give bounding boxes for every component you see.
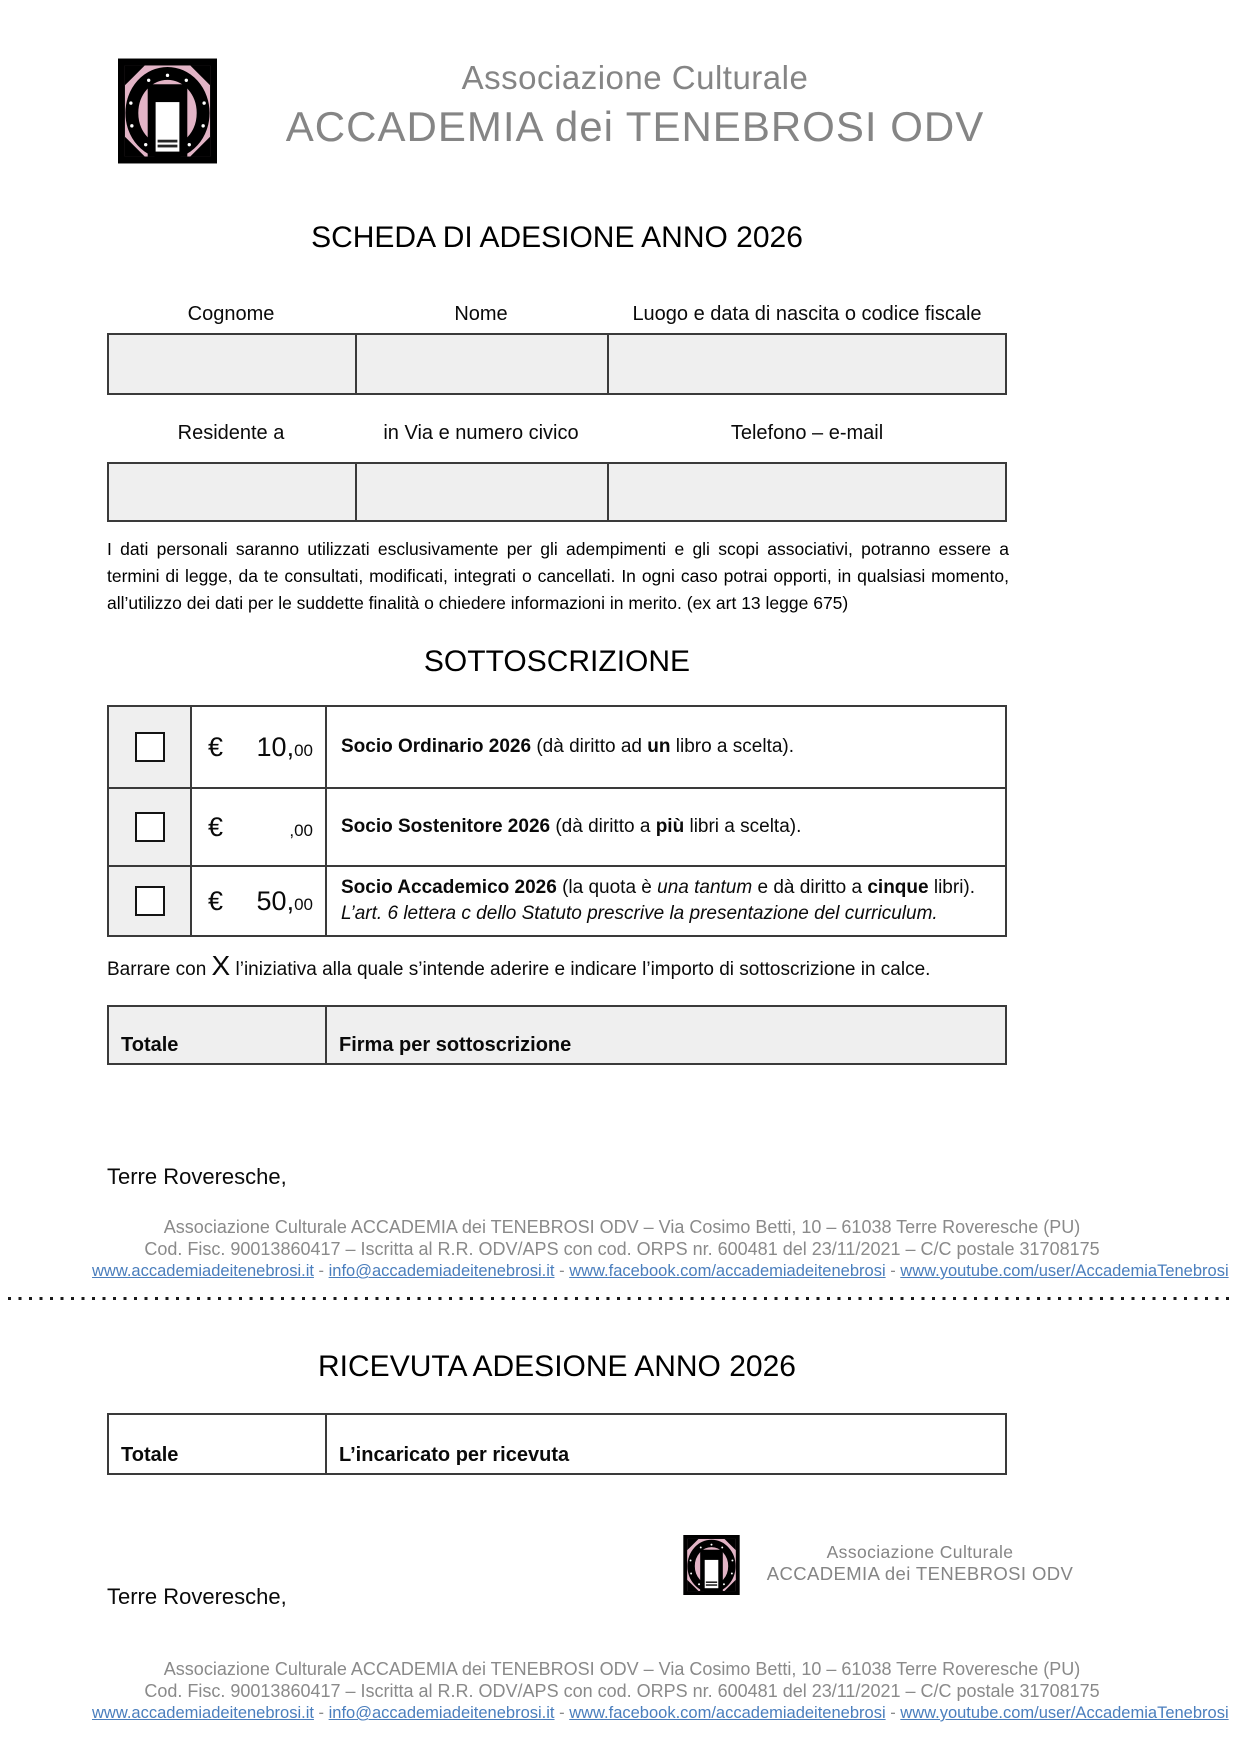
description-cell [327,789,1005,865]
footer-address: Associazione Culturale ACCADEMIA dei TENEBROSI ODV – Via Cosimo Betti, 10 – 61038 Terre Roveresche (PU) [163,1659,1081,1679]
subscription-title: SOTTOSCRIZIONE [423,645,691,678]
amount-cell [192,867,327,935]
description-text [341,875,993,901]
x-mark: X [211,950,231,981]
label-via: in Via e numero civico [383,422,579,444]
personal-table-row2 [107,462,1007,522]
place-date-line[interactable]: Terre Roveresche, [107,1164,287,1189]
statute-note [341,901,993,927]
desc-text: libro a scelta). [670,736,795,757]
personal-labels-row1 [107,302,1007,326]
membership-type: Socio Ordinario 2026 [341,736,532,757]
amount-value[interactable] [289,812,313,843]
link-separator: - [885,1262,901,1280]
desc-italic: una tantum [657,877,753,898]
incaricato-field[interactable] [327,1415,1005,1473]
org-header [125,56,1145,154]
euro-sign: € [208,885,224,916]
youtube-link[interactable]: www.youtube.com/user/AccademiaTenebrosi [900,1262,1229,1280]
desc-text: libri). [928,877,976,898]
privacy-disclaimer: I dati personali saranno utilizzati esclusivamente per gli adempimenti e gli scopi associativi, potranno essere a termini di legge, da te consultati, modificati, integrati o cancellati. In ogni caso potrai opporti, in qualsiasi momento, all’utilizzo dei dati per le suddette finalità o chiedere informazioni in merito. (ex art 13 legge 675) [107,539,1009,613]
label-luogo-nascita: Luogo e data di nascita o codice fiscale [632,303,982,325]
receipt-title: RICEVUTA ADESIONE ANNO 2026 [318,1350,796,1383]
youtube-link[interactable]: www.youtube.com/user/AccademiaTenebrosi [900,1704,1229,1722]
checkbox-socio-ordinario[interactable] [135,732,165,762]
receipt-place-date-line[interactable]: Terre Roveresche, [107,1584,287,1609]
desc-bold: un [647,736,671,757]
membership-title: SCHEDA DI ADESIONE ANNO 2026 [311,221,803,254]
desc-text: (la quota è [556,877,658,898]
subscription-row-ordinario [109,707,1005,787]
membership-type: Socio Accademico 2026 [341,877,557,898]
desc-bold: cinque [867,877,929,898]
org-name-line2: ACCADEMIA dei TENEBROSI ODV [285,103,985,150]
email-link[interactable]: info@accademiadeitenebrosi.it [328,1704,555,1722]
statute-note-text: L’art. 6 lettera c dello Statuto prescrive la presentazione del curriculum. [341,903,938,924]
link-separator: - [313,1704,329,1722]
instruction-text: l’iniziativa alla quale s’intende aderire e indicare l’importo di sottoscrizione in calce. [230,959,931,980]
totale-label: Totale [121,1034,179,1056]
caption-org-line1: Associazione Culturale [826,1542,1014,1562]
desc-text: libri a scelta). [684,816,802,837]
input-nome[interactable] [357,335,609,393]
amount-cents: 00 [294,740,313,760]
caption-org-line2: ACCADEMIA dei TENEBROSI ODV [766,1563,1074,1584]
receipt-totale-field[interactable] [109,1415,327,1473]
instruction-line [107,950,1027,982]
amount-cents: 00 [294,894,313,914]
link-separator: - [554,1262,570,1280]
desc-bold: più [655,816,685,837]
footer-links [92,1260,1229,1282]
facebook-link[interactable]: www.facebook.com/accademiadeitenebrosi [569,1704,886,1722]
label-telefono-email: Telefono – e-mail [730,422,884,444]
amount-cell [192,707,327,787]
totale-firma-table [107,1005,1007,1065]
checkbox-socio-sostenitore[interactable] [135,812,165,842]
checkbox-cell [109,867,192,935]
amount-value [257,886,313,917]
footer-address: Associazione Culturale ACCADEMIA dei TENEBROSI ODV – Via Cosimo Betti, 10 – 61038 Terre Roveresche (PU) [163,1217,1081,1237]
membership-type: Socio Sostenitore 2026 [341,816,551,837]
footer-links [92,1702,1229,1724]
facebook-link[interactable]: www.facebook.com/accademiadeitenebrosi [569,1262,886,1280]
totale-field[interactable] [109,1007,327,1063]
label-nome: Nome [454,303,508,325]
receipt-totale-label: Totale [121,1444,179,1466]
subscription-row-accademico [109,865,1005,935]
description-cell [327,867,1005,935]
description-text [341,734,993,760]
receipt-org-caption [740,1541,1100,1585]
checkbox-cell [109,789,192,865]
org-footer [92,1216,1229,1282]
cut-line [8,1297,1234,1300]
link-separator: - [313,1262,329,1280]
amount-cell [192,789,327,865]
label-residente: Residente a [177,422,285,444]
description-text [341,814,993,840]
subscription-table [107,705,1007,937]
amount-cents: ,00 [289,820,313,840]
website-link[interactable]: www.accademiadeitenebrosi.it [92,1704,314,1722]
input-luogo-nascita[interactable] [609,335,1005,393]
email-link[interactable]: info@accademiadeitenebrosi.it [328,1262,555,1280]
amount-main: 10, [256,731,295,762]
input-residente[interactable] [109,464,357,520]
totale-ricevuta-table [107,1413,1007,1475]
desc-text: (dà diritto a [550,816,656,837]
accademia-logo-small [683,1535,740,1595]
footer-fiscal: Cod. Fisc. 90013860417 – Iscritta al R.R. ODV/APS con cod. ORPS nr. 600481 del 23/11/2021 – C/C postale 31708175 [144,1239,1100,1259]
firma-label: Firma per sottoscrizione [339,1034,572,1056]
input-telefono-email[interactable] [609,464,1005,520]
subscription-row-sostenitore [109,787,1005,865]
input-via[interactable] [357,464,609,520]
euro-sign: € [208,731,224,762]
instruction-text: Barrare con [107,959,212,980]
desc-text: (dà diritto ad [531,736,648,757]
label-cognome: Cognome [187,303,275,325]
checkbox-cell [109,707,192,787]
link-separator: - [554,1704,570,1722]
link-separator: - [885,1704,901,1722]
firma-field[interactable] [327,1007,1005,1063]
website-link[interactable]: www.accademiadeitenebrosi.it [92,1262,314,1280]
input-cognome[interactable] [109,335,357,393]
footer-fiscal: Cod. Fisc. 90013860417 – Iscritta al R.R. ODV/APS con cod. ORPS nr. 600481 del 23/11/2021 – C/C postale 31708175 [144,1681,1100,1701]
incaricato-label: L’incaricato per ricevuta [339,1444,570,1466]
euro-sign: € [208,811,224,842]
desc-text: e dà diritto a [752,877,868,898]
personal-labels-row2 [107,421,1007,445]
amount-main: 50, [256,885,295,916]
org-name-line1: Associazione Culturale [461,59,809,96]
description-cell [327,707,1005,787]
checkbox-socio-accademico[interactable] [135,886,165,916]
org-footer-bottom [92,1658,1229,1724]
amount-value [257,732,313,763]
personal-table-row1 [107,333,1007,395]
